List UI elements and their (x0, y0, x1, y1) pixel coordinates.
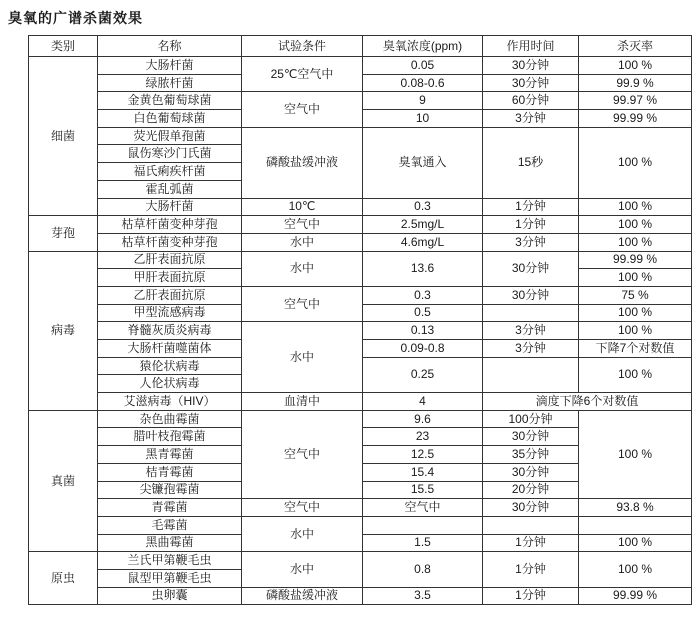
cell-concentration: 4 (363, 393, 483, 411)
cell-category: 病毒 (29, 251, 98, 410)
cell-name: 青霉菌 (98, 499, 242, 517)
cell-condition: 空气中 (242, 499, 363, 517)
cell-concentration: 13.6 (363, 251, 483, 286)
cell-name: 枯草杆菌变种芽孢 (98, 233, 242, 251)
cell-category: 细菌 (29, 57, 98, 216)
cell-concentration: 0.08-0.6 (363, 74, 483, 92)
cell-time: 30分钟 (483, 286, 579, 304)
cell-kill-rate: 下降7个对数值 (579, 340, 692, 358)
cell-time: 60分钟 (483, 92, 579, 110)
cell-concentration: 12.5 (363, 446, 483, 464)
cell-name: 大肠杆菌 (98, 198, 242, 216)
cell-kill-rate: 100 % (579, 534, 692, 552)
cell-time: 滴度下降6个对数值 (483, 393, 692, 411)
table-body (29, 57, 692, 605)
column-header-time: 作用时间 (483, 36, 579, 57)
cell-name: 毛霉菌 (98, 516, 242, 534)
cell-time: 20分钟 (483, 481, 579, 499)
cell-time: 30分钟 (483, 251, 579, 286)
cell-condition: 空气中 (242, 92, 363, 127)
table-row (29, 92, 692, 110)
cell-kill-rate: 100 % (579, 233, 692, 251)
table-row (29, 233, 692, 251)
cell-name: 腊叶枝孢霉菌 (98, 428, 242, 446)
cell-kill-rate: 100 % (579, 57, 692, 75)
cell-time: 1分钟 (483, 534, 579, 552)
cell-name: 兰氏甲第鞭毛虫 (98, 552, 242, 570)
cell-name: 白色葡萄球菌 (98, 110, 242, 128)
cell-name: 鼠型甲第鞭毛虫 (98, 569, 242, 587)
cell-condition: 水中 (242, 322, 363, 393)
cell-name: 脊髓灰质炎病毒 (98, 322, 242, 340)
cell-name: 鼠伤寒沙门氏菌 (98, 145, 242, 163)
cell-concentration: 空气中 (363, 499, 483, 517)
cell-time: 100分钟 (483, 410, 579, 428)
cell-name: 大肠杆菌 (98, 57, 242, 75)
cell-name: 乙肝表面抗原 (98, 251, 242, 269)
document-page (0, 8, 696, 605)
cell-condition: 水中 (242, 516, 363, 551)
cell-name: 桔青霉菌 (98, 463, 242, 481)
cell-concentration: 4.6mg/L (363, 233, 483, 251)
cell-name: 艾滋病毒（HIV） (98, 393, 242, 411)
cell-time: 15秒 (483, 127, 579, 198)
cell-name: 福氏痢疾杆菌 (98, 163, 242, 181)
cell-condition: 空气中 (242, 286, 363, 321)
cell-concentration: 0.3 (363, 286, 483, 304)
table-row (29, 552, 692, 570)
header-row (29, 36, 692, 57)
cell-condition: 磷酸盐缓冲液 (242, 587, 363, 605)
cell-condition: 25℃空气中 (242, 57, 363, 92)
table-row (29, 57, 692, 75)
cell-concentration: 1.5 (363, 534, 483, 552)
cell-name: 杂色曲霉菌 (98, 410, 242, 428)
cell-time (483, 357, 579, 392)
column-header-kill-rate: 杀灭率 (579, 36, 692, 57)
cell-category: 真菌 (29, 410, 98, 552)
column-header-category: 类别 (29, 36, 98, 57)
cell-concentration: 0.13 (363, 322, 483, 340)
cell-kill-rate: 100 % (579, 304, 692, 322)
cell-time: 1分钟 (483, 198, 579, 216)
table-row (29, 410, 692, 428)
cell-time: 3分钟 (483, 340, 579, 358)
cell-time: 30分钟 (483, 463, 579, 481)
table-row (29, 499, 692, 517)
cell-time: 30分钟 (483, 57, 579, 75)
cell-kill-rate: 100 % (579, 552, 692, 587)
cell-kill-rate: 93.8 % (579, 499, 692, 517)
cell-concentration: 9.6 (363, 410, 483, 428)
cell-kill-rate: 100 % (579, 127, 692, 198)
cell-concentration: 0.5 (363, 304, 483, 322)
table-row (29, 198, 692, 216)
cell-concentration: 15.5 (363, 481, 483, 499)
cell-kill-rate: 100 % (579, 216, 692, 234)
cell-concentration: 10 (363, 110, 483, 128)
cell-concentration: 0.25 (363, 357, 483, 392)
cell-time: 30分钟 (483, 428, 579, 446)
cell-kill-rate: 99.99 % (579, 251, 692, 269)
cell-name: 人伦状病毒 (98, 375, 242, 393)
cell-condition: 水中 (242, 552, 363, 587)
cell-name: 乙肝表面抗原 (98, 286, 242, 304)
cell-condition: 水中 (242, 233, 363, 251)
table-row (29, 251, 692, 269)
cell-time: 30分钟 (483, 499, 579, 517)
cell-concentration: 23 (363, 428, 483, 446)
table-row (29, 286, 692, 304)
cell-name: 甲型流感病毒 (98, 304, 242, 322)
cell-category: 芽孢 (29, 216, 98, 251)
cell-name: 猿伦状病毒 (98, 357, 242, 375)
cell-concentration: 0.3 (363, 198, 483, 216)
cell-category: 原虫 (29, 552, 98, 605)
table-row (29, 587, 692, 605)
cell-kill-rate: 100 % (579, 269, 692, 287)
sterilization-table (28, 35, 692, 605)
cell-time: 1分钟 (483, 552, 579, 587)
cell-time (483, 516, 579, 534)
cell-name: 大肠杆菌噬菌体 (98, 340, 242, 358)
cell-concentration: 臭氧通入 (363, 127, 483, 198)
cell-name: 黑曲霉菌 (98, 534, 242, 552)
cell-condition: 10℃ (242, 198, 363, 216)
cell-concentration: 2.5mg/L (363, 216, 483, 234)
cell-kill-rate: 75 % (579, 286, 692, 304)
cell-condition: 磷酸盐缓冲液 (242, 127, 363, 198)
cell-time: 3分钟 (483, 110, 579, 128)
cell-name: 黑青霉菌 (98, 446, 242, 464)
table-row (29, 393, 692, 411)
cell-concentration: 0.8 (363, 552, 483, 587)
table-row (29, 127, 692, 145)
cell-concentration: 0.05 (363, 57, 483, 75)
column-header-condition: 试验条件 (242, 36, 363, 57)
cell-kill-rate: 100 % (579, 410, 692, 498)
cell-name: 霍乱弧菌 (98, 180, 242, 198)
cell-kill-rate (579, 516, 692, 534)
cell-condition: 空气中 (242, 410, 363, 498)
cell-kill-rate: 100 % (579, 357, 692, 392)
cell-concentration: 0.09-0.8 (363, 340, 483, 358)
cell-concentration: 3.5 (363, 587, 483, 605)
cell-time: 35分钟 (483, 446, 579, 464)
cell-concentration: 9 (363, 92, 483, 110)
cell-concentration: 15.4 (363, 463, 483, 481)
cell-kill-rate: 100 % (579, 198, 692, 216)
cell-name: 枯草杆菌变种芽孢 (98, 216, 242, 234)
cell-time: 1分钟 (483, 216, 579, 234)
cell-name: 荧光假单孢菌 (98, 127, 242, 145)
cell-concentration (363, 516, 483, 534)
cell-time: 30分钟 (483, 74, 579, 92)
column-header-concentration: 臭氧浓度(ppm) (363, 36, 483, 57)
cell-time: 1分钟 (483, 587, 579, 605)
table-row (29, 516, 692, 534)
cell-kill-rate: 99.97 % (579, 92, 692, 110)
cell-kill-rate: 99.99 % (579, 110, 692, 128)
cell-name: 金黄色葡萄球菌 (98, 92, 242, 110)
cell-time: 3分钟 (483, 322, 579, 340)
table-row (29, 216, 692, 234)
column-header-name: 名称 (98, 36, 242, 57)
cell-time (483, 304, 579, 322)
cell-condition: 水中 (242, 251, 363, 286)
cell-name: 虫卵囊 (98, 587, 242, 605)
cell-condition: 空气中 (242, 216, 363, 234)
cell-condition: 血清中 (242, 393, 363, 411)
table-row (29, 322, 692, 340)
cell-kill-rate: 100 % (579, 322, 692, 340)
cell-kill-rate: 99.99 % (579, 587, 692, 605)
cell-name: 绿脓杆菌 (98, 74, 242, 92)
cell-name: 甲肝表面抗原 (98, 269, 242, 287)
cell-kill-rate: 99.9 % (579, 74, 692, 92)
page-title: 臭氧的广谱杀菌效果 (8, 10, 143, 26)
cell-name: 尖镰孢霉菌 (98, 481, 242, 499)
cell-time: 3分钟 (483, 233, 579, 251)
